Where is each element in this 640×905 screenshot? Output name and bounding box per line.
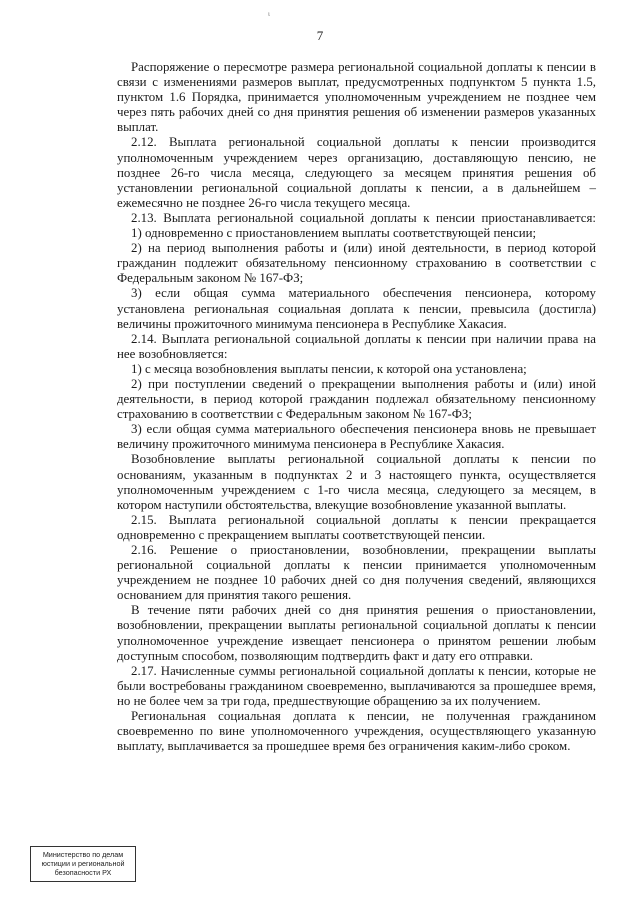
paragraph-unpaid-by-fault: Региональная социальная доплата к пенсии, не полученная гражданином своевременно по вине уполномоченного учреждения, осуществляющего указанную выплату, выплачивается за прошедшее время без ограничения каким-либо сроком. [117, 709, 596, 754]
paragraph-2-15: 2.15. Выплата региональной социальной доплаты к пенсии прекращается одновременно с прекращением выплаты соответствующей пенсии. [117, 512, 596, 542]
paragraph-recalculation-order: Распоряжение о пересмотре размера региональной социальной доплаты к пенсии в связи с изменениями размеров выплат, предусмотренных подпунктом 5 пункта 1.5, пунктом 1.6 Порядка, принимается уполномоченным учреждением не позднее чем через пять рабочих дней со дня принятия решения об изменении размеров указанных выплат. [117, 60, 596, 135]
stamp-line-1: Министерство по делам [42, 850, 124, 859]
paragraph-notification: В течение пяти рабочих дней со дня принятия решения о приостановлении, возобновлении, прекращении выплаты региональной социальной доплаты к пенсии уполномоченное учреждение извещает пенсионера о принятом решении любым доступным способом, позволяющим подтвердить факт и дату его отправки. [117, 603, 596, 663]
paragraph-resumption-grounds: Возобновление выплаты региональной социальной доплаты к пенсии по основаниям, указанным в подпунктах 2 и 3 настоящего пункта, осуществляется уполномоченным учреждением с 1-го числа месяца, следующего за месяцем, в котором наступили обстоятельства, влекущие возобновление указанной выплаты. [117, 452, 596, 512]
paragraph-2-14-item-3: 3) если общая сумма материального обеспечения пенсионера вновь не превышает величину прожиточного минимума пенсионера в Республике Хакасия. [117, 422, 596, 452]
paragraph-2-16: 2.16. Решение о приостановлении, возобновлении, прекращении выплаты региональной социальной доплаты к пенсии принимается уполномоченным учреждением не позднее 10 рабочих дней со дня получения сведений, являющихся основанием для принятия такого решения. [117, 543, 596, 603]
ministry-stamp [30, 846, 136, 882]
paragraph-2-13: 2.13. Выплата региональной социальной доплаты к пенсии приостанавливается: [131, 210, 596, 225]
paragraph-2-13-item-2: 2) на период выполнения работы и (или) иной деятельности, в период которой гражданин подлежит обязательному пенсионному страхованию в соответствии с Федеральным законом № 167-ФЗ; [117, 241, 596, 286]
paragraph-2-13-item-3: 3) если общая сумма материального обеспечения пенсионера, которому установлена региональная социальная доплата к пенсии, превысила (достигла) величины прожиточного минимума пенсионера в Республике Хакасия. [117, 286, 596, 331]
paragraph-2-13-item-1: 1) одновременно с приостановлением выплаты соответствующей пенсии; [131, 226, 537, 241]
scan-speck: ι [268, 10, 270, 18]
paragraph-2-12: 2.12. Выплата региональной социальной доплаты к пенсии производится уполномоченным учреждением через организацию, доставляющую пенсию, не позднее 26-го числа месяца, следующего за месяцем принятия решения об установлении региональной социальной доплаты к пенсии, а в дальнейшем – ежемесячно не позднее 26-го числа текущего месяца. [117, 135, 596, 210]
page-number: 7 [316, 28, 324, 43]
document-body [117, 60, 596, 754]
paragraph-2-14-item-2: 2) при поступлении сведений о прекращении выполнения работы и (или) иной деятельности, в период которой гражданин подлежал обязательному пенсионному страхованию в соответствии с Федеральным законом № 167-ФЗ; [117, 376, 596, 422]
paragraph-2-14-item-1: 1) с месяца возобновления выплаты пенсии, к которой она установлена; [131, 361, 527, 376]
paragraph-2-14: 2.14. Выплата региональной социальной доплаты к пенсии при наличии права на нее возобновляется: [117, 331, 596, 361]
stamp-line-2: юстиции и региональной [41, 859, 125, 868]
paragraph-2-17: 2.17. Начисленные суммы региональной социальной доплаты к пенсии, которые не были востребованы гражданином своевременно, выплачиваются за прошедшее время, но не более чем за три года, предшествующие обращению за их получением. [117, 663, 596, 708]
stamp-line-3: безопасности РХ [54, 868, 112, 877]
